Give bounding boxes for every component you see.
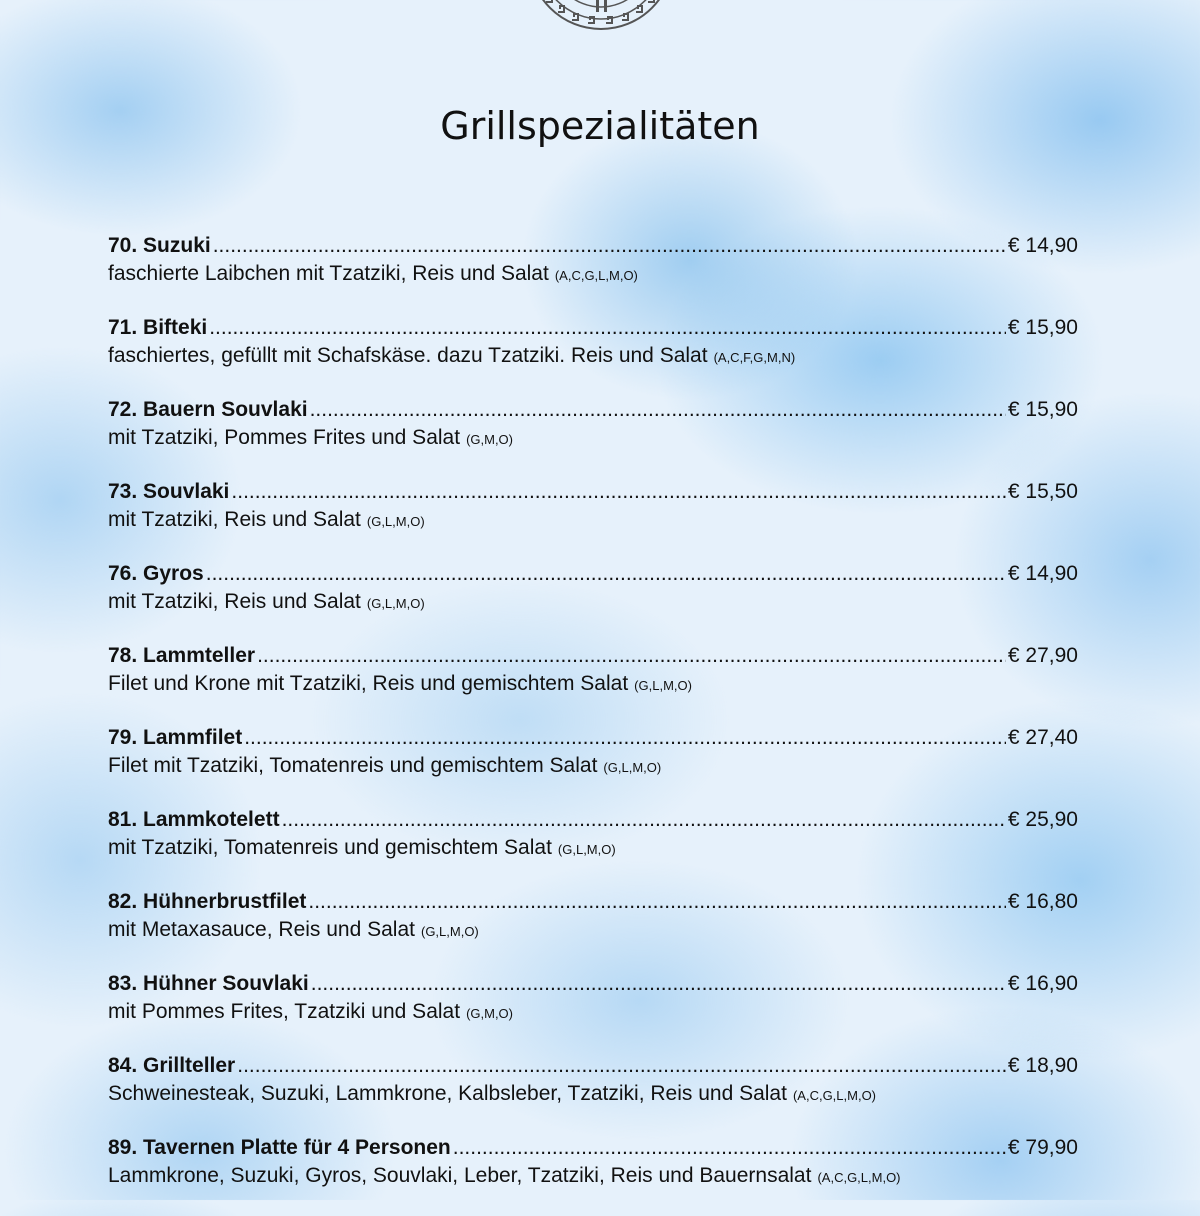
item-description-text: Filet mit Tzatziki, Tomatenreis und gemischtem Salat <box>108 754 598 777</box>
item-price: € 16,90 <box>1007 972 1078 995</box>
item-name: 82. Hühnerbrustfilet <box>108 890 307 913</box>
item-name: 81. Lammkotelett <box>108 808 280 831</box>
item-allergens: (G,M,O) <box>466 432 513 447</box>
item-name: 78. Lammteller <box>108 644 256 667</box>
item-allergens: (G,L,M,O) <box>420 924 479 939</box>
item-allergens: (A,C,G,L,M,O) <box>817 1170 901 1185</box>
item-name: 71. Bifteki <box>108 316 208 339</box>
item-allergens: (G,M,O) <box>466 1006 513 1021</box>
item-price: € 16,80 <box>1007 890 1078 913</box>
menu-item-header <box>108 806 1078 834</box>
item-allergens: (G,L,M,O) <box>603 760 662 775</box>
item-name: 76. Gyros <box>108 562 204 585</box>
menu-item-header <box>108 560 1078 588</box>
menu-item <box>108 1134 1078 1216</box>
dot-leader <box>257 642 1006 670</box>
item-description <box>108 916 1078 944</box>
menu-item-header <box>108 232 1078 260</box>
item-description <box>108 752 1078 780</box>
item-price: € 15,50 <box>1007 480 1078 503</box>
menu-item-header <box>108 1134 1078 1162</box>
item-name: 89. Tavernen Platte für 4 Personen <box>108 1136 451 1159</box>
item-description <box>108 588 1078 616</box>
item-description <box>108 998 1078 1026</box>
item-allergens: (G,L,M,O) <box>366 514 425 529</box>
item-description-text: mit Pommes Frites, Tzatziki und Salat <box>108 1000 461 1023</box>
menu-item-header <box>108 478 1078 506</box>
item-description <box>108 342 1078 370</box>
restaurant-logo-emblem <box>526 0 676 32</box>
page-title: Grillspezialitäten <box>440 104 760 148</box>
item-price: € 15,90 <box>1007 398 1078 421</box>
dot-leader <box>453 1134 1006 1162</box>
item-description-text: faschiertes, gefüllt mit Schafskäse. dazu Tzatziki. Reis und Salat <box>108 344 708 367</box>
dot-leader <box>206 560 1006 588</box>
dot-leader <box>237 1052 1006 1080</box>
item-description-text: mit Metaxasauce, Reis und Salat <box>108 918 415 941</box>
item-description <box>108 834 1078 862</box>
item-description-text: Filet und Krone mit Tzatziki, Reis und gemischtem Salat <box>108 672 629 695</box>
dot-leader <box>244 724 1006 752</box>
item-description-text: mit Tzatziki, Tomatenreis und gemischtem Salat <box>108 836 552 859</box>
item-name: 79. Lammfilet <box>108 726 243 749</box>
menu-item <box>108 888 1078 970</box>
menu-item-header <box>108 396 1078 424</box>
item-price: € 79,90 <box>1007 1136 1078 1159</box>
item-allergens: (A,C,G,L,M,O) <box>792 1088 877 1103</box>
menu-item <box>108 806 1078 888</box>
item-allergens: (G,L,M,O) <box>557 842 616 857</box>
item-description <box>108 670 1078 698</box>
item-description <box>108 260 1078 288</box>
menu-item-header <box>108 888 1078 916</box>
item-allergens: (G,L,M,O) <box>634 678 692 693</box>
item-price: € 25,90 <box>1007 808 1078 831</box>
item-price: € 14,90 <box>1007 234 1078 257</box>
menu-item-header <box>108 314 1078 342</box>
menu-item <box>108 970 1078 1052</box>
dot-leader <box>311 970 1006 998</box>
menu-item <box>108 642 1078 724</box>
menu-item <box>108 724 1078 806</box>
item-price: € 27,40 <box>1007 726 1078 749</box>
menu-item <box>108 396 1078 478</box>
item-description-text: Lammkrone, Suzuki, Gyros, Souvlaki, Leber, Tzatziki, Reis und Bauernsalat <box>108 1164 812 1187</box>
item-allergens: (A,C,F,G,M,N) <box>713 350 796 365</box>
item-price: € 18,90 <box>1007 1054 1078 1077</box>
item-price: € 15,90 <box>1007 316 1078 339</box>
item-name: 73. Souvlaki <box>108 480 230 503</box>
item-description-text: Schweinesteak, Suzuki, Lammkrone, Kalbsleber, Tzatziki, Reis und Salat <box>108 1082 787 1105</box>
dot-leader <box>308 888 1006 916</box>
item-name: 84. Grillteller <box>108 1054 236 1077</box>
menu-item-header <box>108 970 1078 998</box>
menu-list <box>108 232 1078 1216</box>
item-allergens: (A,C,G,L,M,O) <box>554 268 638 283</box>
menu-item-header <box>108 1052 1078 1080</box>
item-description-text: mit Tzatziki, Reis und Salat <box>108 508 361 531</box>
dot-leader <box>310 396 1006 424</box>
menu-item <box>108 560 1078 642</box>
dot-leader <box>282 806 1006 834</box>
menu-item-header <box>108 724 1078 752</box>
item-name: 83. Hühner Souvlaki <box>108 972 309 995</box>
item-description-text: mit Tzatziki, Pommes Frites und Salat <box>108 426 461 449</box>
item-name: 72. Bauern Souvlaki <box>108 398 308 421</box>
item-description <box>108 1162 1078 1190</box>
dot-leader <box>231 478 1006 506</box>
dot-leader <box>213 232 1006 260</box>
menu-item-header <box>108 642 1078 670</box>
menu-item <box>108 1052 1078 1134</box>
item-price: € 27,90 <box>1007 644 1078 667</box>
item-description <box>108 1080 1078 1108</box>
menu-item <box>108 478 1078 560</box>
menu-item <box>108 314 1078 396</box>
item-allergens: (G,L,M,O) <box>366 596 425 611</box>
item-description <box>108 424 1078 452</box>
item-description <box>108 506 1078 534</box>
item-price: € 14,90 <box>1007 562 1078 585</box>
item-description-text: faschierte Laibchen mit Tzatziki, Reis und Salat <box>108 262 549 285</box>
item-description-text: mit Tzatziki, Reis und Salat <box>108 590 361 613</box>
menu-item <box>108 232 1078 314</box>
item-name: 70. Suzuki <box>108 234 211 257</box>
dot-leader <box>209 314 1006 342</box>
